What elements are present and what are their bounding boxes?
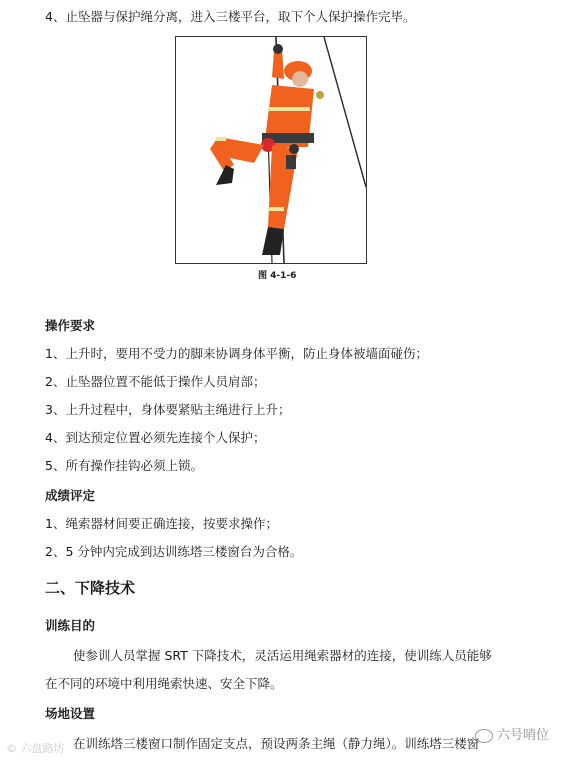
grading-item: 2、5 分钟内完成到达训练塔三楼窗台为合格。 — [45, 544, 303, 559]
grading-heading: 成绩评定 — [45, 488, 96, 503]
requirement-item: 5、所有操作挂钩必须上锁。 — [45, 458, 203, 473]
section-two-title: 二、下降技术 — [45, 579, 136, 597]
rope-secondary — [324, 37, 366, 187]
requirement-item: 1、上升时，要用不受力的脚来协调身体平衡，防止身体被墙面碰伤； — [45, 346, 428, 361]
venue-setup-heading: 场地设置 — [45, 706, 96, 721]
requirement-item: 2、止坠器位置不能低于操作人员肩部； — [45, 374, 266, 389]
purpose-text: 在不同的环境中利用绳索快速、安全下降。 — [45, 676, 283, 691]
boot-left — [216, 165, 234, 185]
operation-requirements-heading: 操作要求 — [45, 318, 96, 333]
purpose-text: 使参训人员掌握 SRT 下降技术，灵活运用绳索器材的连接，使训练人员能够 — [73, 648, 492, 663]
grading-item: 1、绳索器材间要正确连接，按要求操作； — [45, 516, 278, 531]
step-4-text: 4、止坠器与保护绳分离，进入三楼平台，取下个人保护操作完毕。 — [45, 9, 416, 24]
requirement-item: 3、上升过程中，身体要紧贴主绳进行上升； — [45, 402, 291, 417]
wechat-logo-icon — [475, 729, 493, 743]
watermark-right-text: 六号哨位 — [497, 728, 550, 743]
training-purpose-heading: 训练目的 — [45, 618, 96, 633]
climber-illustration — [176, 37, 366, 263]
figure-caption: 图 4-1-6 — [258, 271, 297, 281]
climber-figure — [175, 36, 367, 264]
watermark-right — [475, 724, 549, 743]
venue-text: 在训练塔三楼窗口制作固定支点，预设两条主绳（静力绳）。训练塔三楼窗 — [73, 736, 480, 751]
boot-right — [262, 227, 284, 255]
watermark-left: © 六盘路坊 — [6, 742, 65, 755]
requirement-item: 4、到达预定位置必须先连接个人保护； — [45, 430, 266, 445]
